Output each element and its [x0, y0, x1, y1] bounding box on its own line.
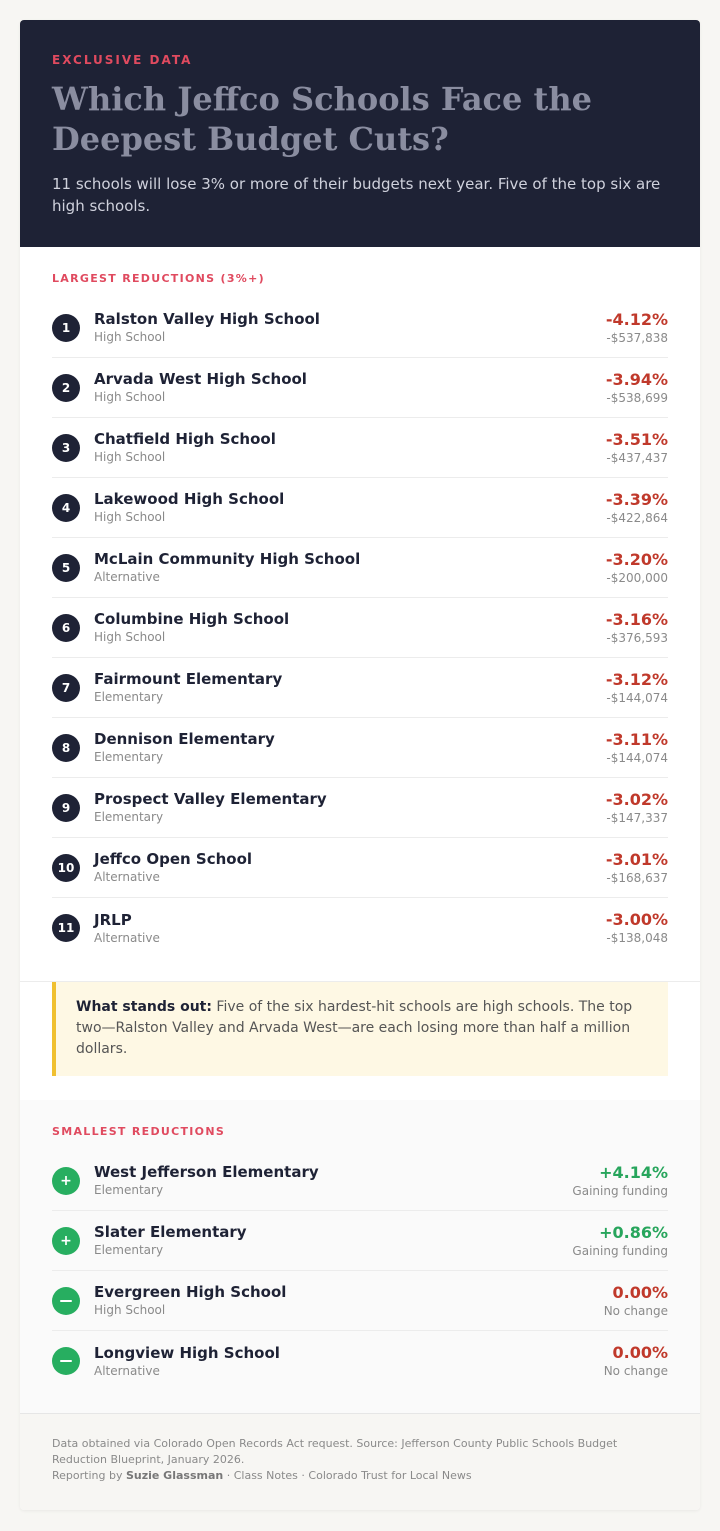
school-type: Alternative: [94, 870, 160, 884]
budget-change: [606, 610, 668, 646]
school-info: [94, 549, 606, 586]
budget-change: [606, 550, 668, 586]
school-name: Prospect Valley Elementary: [94, 790, 327, 808]
rank-badge: 1: [52, 314, 80, 342]
budget-change: [572, 1223, 668, 1259]
percent-change: -3.39%: [605, 489, 668, 509]
footer-source: Data obtained via Colorado Open Records Act request. Source: Jefferson County Public Schools Budget Reduction Blueprint, January 2026.: [52, 1437, 618, 1466]
percent-change: -3.11%: [605, 729, 668, 749]
list-item: [52, 598, 668, 658]
percent-change: -3.16%: [605, 609, 668, 629]
school-type: High School: [94, 630, 166, 644]
footer: [20, 1413, 700, 1510]
school-info: [94, 849, 606, 886]
dollar-change: -$144,074: [606, 750, 668, 765]
school-info: [94, 910, 606, 947]
percent-change: -3.12%: [605, 669, 668, 689]
school-type: High School: [94, 390, 166, 404]
list-item: [52, 538, 668, 598]
school-name: Ralston Valley High School: [94, 310, 320, 328]
school-name: Arvada West High School: [94, 370, 307, 388]
school-name: Slater Elementary: [94, 1223, 247, 1241]
percent-change: -3.20%: [605, 549, 668, 569]
school-name: Fairmount Elementary: [94, 670, 283, 688]
school-name: West Jefferson Elementary: [94, 1163, 319, 1181]
minus-icon: [52, 1347, 80, 1375]
eyebrow-label: EXCLUSIVE DATA: [52, 53, 193, 67]
rank-badge: 7: [52, 674, 80, 702]
school-name: Longview High School: [94, 1343, 280, 1362]
change-note: No change: [603, 1303, 668, 1318]
list-item: [52, 1271, 668, 1331]
rank-badge: 2: [52, 374, 80, 402]
author-name: Suzie Glassman: [125, 1469, 224, 1482]
school-type: Elementary: [94, 690, 164, 704]
school-name: Lakewood High School: [94, 490, 285, 508]
minus-icon: [52, 1287, 80, 1315]
list-item: [52, 1331, 668, 1391]
school-name: McLain Community High School: [94, 550, 361, 568]
school-info: [94, 609, 606, 646]
school-name: Chatfield High School: [94, 430, 276, 448]
percent-change: -3.02%: [605, 789, 668, 809]
percent-change: -3.94%: [605, 369, 668, 389]
rank-badge: 8: [52, 734, 80, 762]
school-info: [94, 1162, 572, 1199]
callout-text: Five of the six hardest-hit schools are high schools. The top two—Ralston Valley and Arvada West—are each losing more than half a million dollars.: [76, 999, 633, 1057]
budget-change: [606, 310, 668, 346]
budget-change: [606, 850, 668, 886]
percent-change: +4.14%: [599, 1162, 668, 1182]
smallest-reductions-list: [52, 1151, 668, 1391]
change-note: No change: [603, 1364, 668, 1378]
list-item: [52, 718, 668, 778]
school-type: Elementary: [94, 1243, 164, 1257]
dollar-change: -$437,437: [606, 450, 668, 465]
dollar-change: -$168,637: [606, 870, 668, 885]
budget-change: [606, 370, 668, 406]
school-name: Columbine High School: [94, 610, 290, 628]
school-name: Evergreen High School: [94, 1283, 287, 1301]
page-title: Which Jeffco Schools Face the Deepest Budget Cuts?: [52, 80, 592, 158]
school-name: Jeffco Open School: [94, 850, 253, 868]
change-note: Gaining funding: [572, 1183, 668, 1198]
percent-change: 0.00%: [612, 1282, 668, 1302]
school-info: [94, 429, 606, 466]
school-type: Elementary: [94, 750, 164, 764]
budget-change: [606, 730, 668, 766]
list-item: [52, 778, 668, 838]
budget-change: [606, 430, 668, 466]
dollar-change: -$422,864: [606, 510, 668, 525]
school-info: [94, 1222, 572, 1259]
school-type: Elementary: [94, 810, 164, 824]
dollar-change: -$147,337: [606, 810, 668, 825]
dollar-change: -$538,699: [606, 390, 668, 405]
hero-header: [20, 20, 700, 247]
list-item: [52, 838, 668, 898]
list-item: [52, 1151, 668, 1211]
budget-change: [604, 1283, 668, 1319]
list-item: [52, 1211, 668, 1271]
school-type: High School: [94, 330, 166, 344]
school-type: Elementary: [94, 1183, 164, 1197]
page-subtitle: 11 schools will lose 3% or more of their budgets next year. Five of the top six are high schools.: [52, 175, 661, 215]
rank-badge: 10: [52, 854, 80, 882]
rank-badge: 3: [52, 434, 80, 462]
list-item: [52, 418, 668, 478]
budget-change: [606, 790, 668, 826]
change-note: Gaining funding: [572, 1243, 668, 1258]
percent-change: -3.00%: [605, 910, 668, 929]
school-type: Alternative: [94, 930, 160, 945]
percent-change: -3.01%: [605, 849, 668, 869]
school-info: [94, 789, 606, 826]
school-info: [94, 369, 606, 406]
callout-lead: What stands out:: [76, 999, 212, 1015]
section-label-smallest: SMALLEST REDUCTIONS: [52, 1125, 226, 1138]
rank-badge: 4: [52, 494, 80, 522]
smallest-reductions-section: [20, 1100, 700, 1413]
byline-suffix: · Class Notes · Colorado Trust for Local News: [226, 1469, 472, 1482]
school-info: [94, 1343, 604, 1380]
budget-change: [606, 490, 668, 526]
dollar-change: -$144,074: [606, 690, 668, 705]
list-item: [52, 358, 668, 418]
list-item: [52, 658, 668, 718]
budget-change: [606, 910, 668, 946]
dollar-change: -$537,838: [606, 330, 668, 345]
byline-prefix: Reporting by: [52, 1469, 123, 1482]
school-info: [94, 1282, 604, 1319]
school-name: Dennison Elementary: [94, 730, 275, 748]
school-type: High School: [94, 1303, 166, 1317]
plus-icon: +: [52, 1167, 80, 1195]
list-item: [52, 898, 668, 958]
percent-change: +0.86%: [599, 1222, 668, 1242]
school-type: Alternative: [94, 1363, 160, 1378]
school-info: [94, 309, 606, 346]
largest-reductions-section: [20, 247, 700, 958]
percent-change: -4.12%: [605, 309, 668, 329]
budget-change: [606, 670, 668, 706]
rank-badge: 11: [52, 914, 80, 942]
rank-badge: 9: [52, 794, 80, 822]
dollar-change: -$138,048: [606, 931, 668, 945]
school-info: [94, 729, 606, 766]
footer-byline: [52, 1468, 668, 1484]
rank-badge: 6: [52, 614, 80, 642]
list-item: [52, 298, 668, 358]
largest-reductions-list: [52, 298, 668, 958]
school-type: High School: [94, 510, 166, 524]
dollar-change: -$200,000: [606, 570, 668, 585]
callout-box: [52, 982, 668, 1076]
section-label-largest: LARGEST REDUCTIONS (3%+): [52, 272, 265, 285]
article-card: [20, 20, 700, 1510]
list-item: [52, 478, 668, 538]
school-type: High School: [94, 450, 166, 464]
school-info: [94, 489, 606, 526]
percent-change: -3.51%: [605, 429, 668, 449]
school-type: Alternative: [94, 570, 160, 584]
budget-change: [572, 1163, 668, 1199]
plus-icon: +: [52, 1227, 80, 1255]
rank-badge: 5: [52, 554, 80, 582]
percent-change: 0.00%: [612, 1343, 668, 1362]
budget-change: [604, 1343, 668, 1379]
dollar-change: -$376,593: [606, 630, 668, 645]
school-info: [94, 669, 606, 706]
school-name: JRLP: [94, 910, 132, 929]
